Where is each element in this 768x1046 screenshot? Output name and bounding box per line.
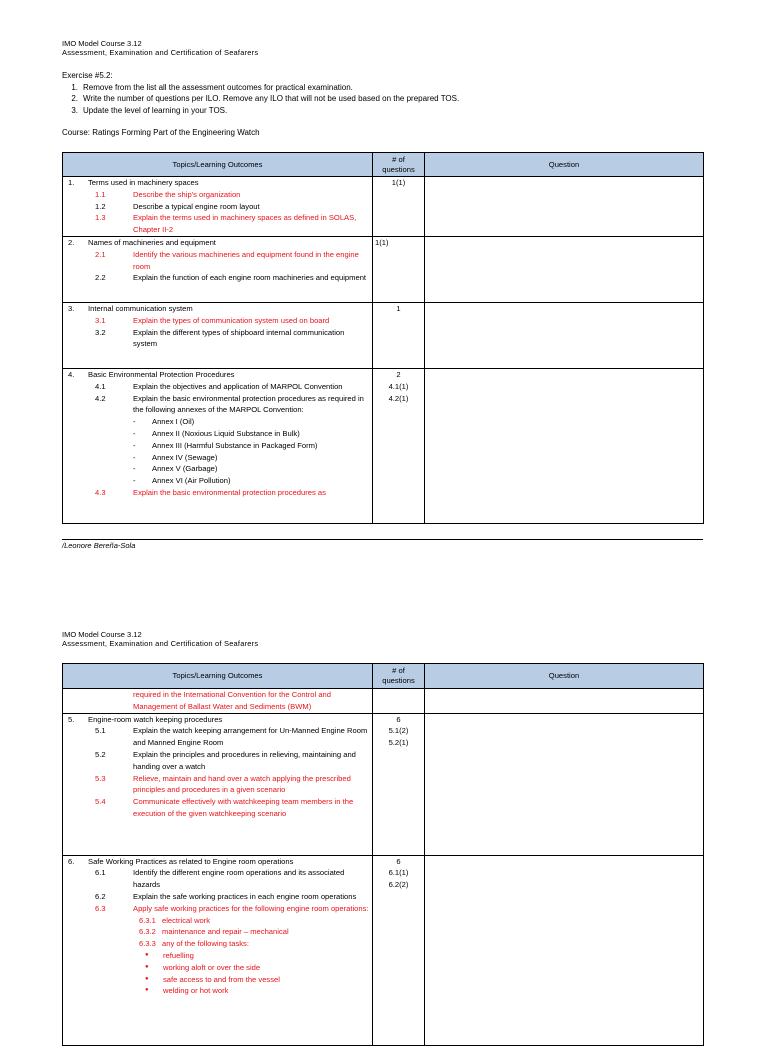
annex-item: - Annex III (Harmful Substance in Packaged Form) bbox=[133, 440, 318, 450]
question-count: 2 4.1(1) 4.2(1) bbox=[373, 369, 425, 524]
question-cell[interactable] bbox=[425, 369, 704, 524]
table-row bbox=[63, 237, 704, 303]
outcome-item: 2.1 Identify the various machineries and equipment found in the engine room bbox=[95, 249, 359, 271]
topic-title: 1. Terms used in machinery spaces bbox=[68, 178, 199, 187]
outcome-item: 1.2 Describe a typical engine room layout bbox=[95, 201, 260, 211]
question-cell[interactable] bbox=[425, 177, 704, 237]
page-header bbox=[62, 39, 258, 57]
header-num-questions: # of questions bbox=[373, 153, 425, 177]
question-cell[interactable] bbox=[425, 713, 704, 855]
exercise-block bbox=[62, 70, 702, 116]
topic-title: 4. Basic Environmental Protection Procedures bbox=[68, 370, 235, 379]
outcome-item: 1.3 Explain the terms used in machinery spaces as defined in SOLAS, Chapter II-2 bbox=[95, 213, 357, 235]
outcome-item: 6.3 Apply safe working practices for the following engine room operations: bbox=[95, 903, 369, 913]
list-item: 2. Write the number of questions per ILO. Remove any ILO that will not be used based on the prepared TOS. bbox=[71, 94, 460, 103]
annex-item: - Annex VI (Air Pollution) bbox=[133, 476, 231, 486]
question-count: 1 bbox=[373, 303, 425, 369]
footer-author: /Leonore Bereña-Sola bbox=[62, 541, 136, 550]
sub-outcome-item: 6.3.3 any of the following tasks: bbox=[139, 939, 249, 949]
outcome-item: 4.3 Explain the basic environmental protection procedures as bbox=[95, 487, 326, 497]
exercise-title: Exercise #5.2: bbox=[62, 71, 113, 80]
tos-table-page2 bbox=[62, 663, 704, 1046]
outcome-item: 6.2 Explain the safe working practices in each engine room operations bbox=[95, 891, 357, 901]
outcome-item: 1.1 Describe the ship's organization bbox=[95, 189, 241, 199]
question-cell[interactable] bbox=[425, 237, 704, 303]
header-question: Question bbox=[425, 664, 704, 689]
question-count: 1(1) bbox=[373, 237, 425, 303]
question-cell[interactable] bbox=[425, 689, 704, 714]
table-row bbox=[63, 855, 704, 1045]
topic-title: 2. Names of machineries and equipment bbox=[68, 238, 216, 247]
outcome-item: 5.2 Explain the principles and procedures in relieving, maintaining and handing over a watch bbox=[95, 749, 356, 771]
table-row bbox=[63, 303, 704, 369]
header-topics: Topics/Learning Outcomes bbox=[63, 153, 373, 177]
outcome-item: 4.2 Explain the basic environmental protection procedures as required in the following annexes of the MARPOL Convention: bbox=[95, 393, 364, 415]
annex-item: - Annex IV (Sewage) bbox=[133, 452, 218, 462]
header-question: Question bbox=[425, 153, 704, 177]
page-header bbox=[62, 630, 258, 648]
header-subtitle-line: Assessment, Examination and Certification of Seafarers bbox=[62, 48, 259, 57]
task-bullet: ● welding or hot work bbox=[145, 986, 229, 996]
topic-title: 6. Safe Working Practices as related to Engine room operations bbox=[68, 856, 294, 866]
outcome-item-continued: required in the International Convention for the Control and Management of Ballast Water and Sediments (BWM) bbox=[133, 690, 331, 711]
outcome-item: 5.1 Explain the watch keeping arrangement for Un-Manned Engine Room and Manned Engine Room bbox=[95, 726, 368, 748]
list-item: 1. Remove from the list all the assessment outcomes for practical examination. bbox=[71, 82, 353, 92]
table-header-row bbox=[63, 153, 704, 177]
task-bullet: ● refuelling bbox=[145, 950, 194, 960]
sub-outcome-item: 6.3.2 maintenance and repair – mechanical bbox=[139, 927, 289, 937]
header-course-line: IMO Model Course 3.12 bbox=[62, 630, 142, 639]
footer-rule bbox=[62, 539, 703, 540]
outcome-item: 6.1 Identify the different engine room operations and its associated hazards bbox=[95, 868, 345, 890]
annex-item: - Annex I (Oil) bbox=[133, 417, 195, 427]
topic-title: 3. Internal communication system bbox=[68, 304, 193, 313]
question-count: 6 6.1(1) 6.2(2) bbox=[373, 855, 425, 1045]
topic-title: 5. Engine-room watch keeping procedures bbox=[68, 714, 223, 724]
course-label: Course: Ratings Forming Part of the Engineering Watch bbox=[62, 128, 260, 137]
table-row bbox=[63, 713, 704, 855]
task-bullet: ● working aloft or over the side bbox=[145, 962, 261, 972]
table-header-row bbox=[63, 664, 704, 689]
table-row bbox=[63, 369, 704, 524]
header-num-questions: # of questions bbox=[373, 664, 425, 689]
task-bullet: ● safe access to and from the vessel bbox=[145, 974, 280, 984]
outcome-item: 3.1 Explain the types of communication system used on board bbox=[95, 315, 330, 325]
header-course-line: IMO Model Course 3.12 bbox=[62, 39, 142, 48]
outcome-item: 4.1 Explain the objectives and application of MARPOL Convention bbox=[95, 381, 343, 391]
list-item: 3. Update the level of learning in your TOS. bbox=[71, 105, 228, 115]
tos-table-page1 bbox=[62, 152, 704, 524]
instruction-list bbox=[62, 82, 702, 117]
annex-item: - Annex II (Noxious Liquid Substance in Bulk) bbox=[133, 428, 300, 438]
question-cell[interactable] bbox=[425, 855, 704, 1045]
outcome-item: 5.4 Communicate effectively with watchkeeping team members in the execution of the given watchkeeping scenario bbox=[95, 797, 354, 818]
question-count: 1(1) bbox=[373, 177, 425, 237]
header-topics: Topics/Learning Outcomes bbox=[63, 664, 373, 689]
outcome-item: 5.3 Relieve, maintain and hand over a watch applying the prescribed principles and procedures in a given scenario bbox=[95, 773, 351, 795]
outcome-item: 2.2 Explain the function of each engine room machineries and equipment bbox=[95, 273, 367, 283]
annex-item: - Annex V (Garbage) bbox=[133, 464, 218, 474]
table-row bbox=[63, 689, 704, 714]
question-cell[interactable] bbox=[425, 303, 704, 369]
sub-outcome-item: 6.3.1 electrical work bbox=[139, 915, 211, 925]
question-count: 6 5.1(2) 5.2(1) bbox=[373, 713, 425, 855]
table-row bbox=[63, 177, 704, 237]
outcome-item: 3.2 Explain the different types of shipboard internal communication system bbox=[95, 327, 345, 349]
header-subtitle-line: Assessment, Examination and Certification of Seafarers bbox=[62, 639, 259, 648]
